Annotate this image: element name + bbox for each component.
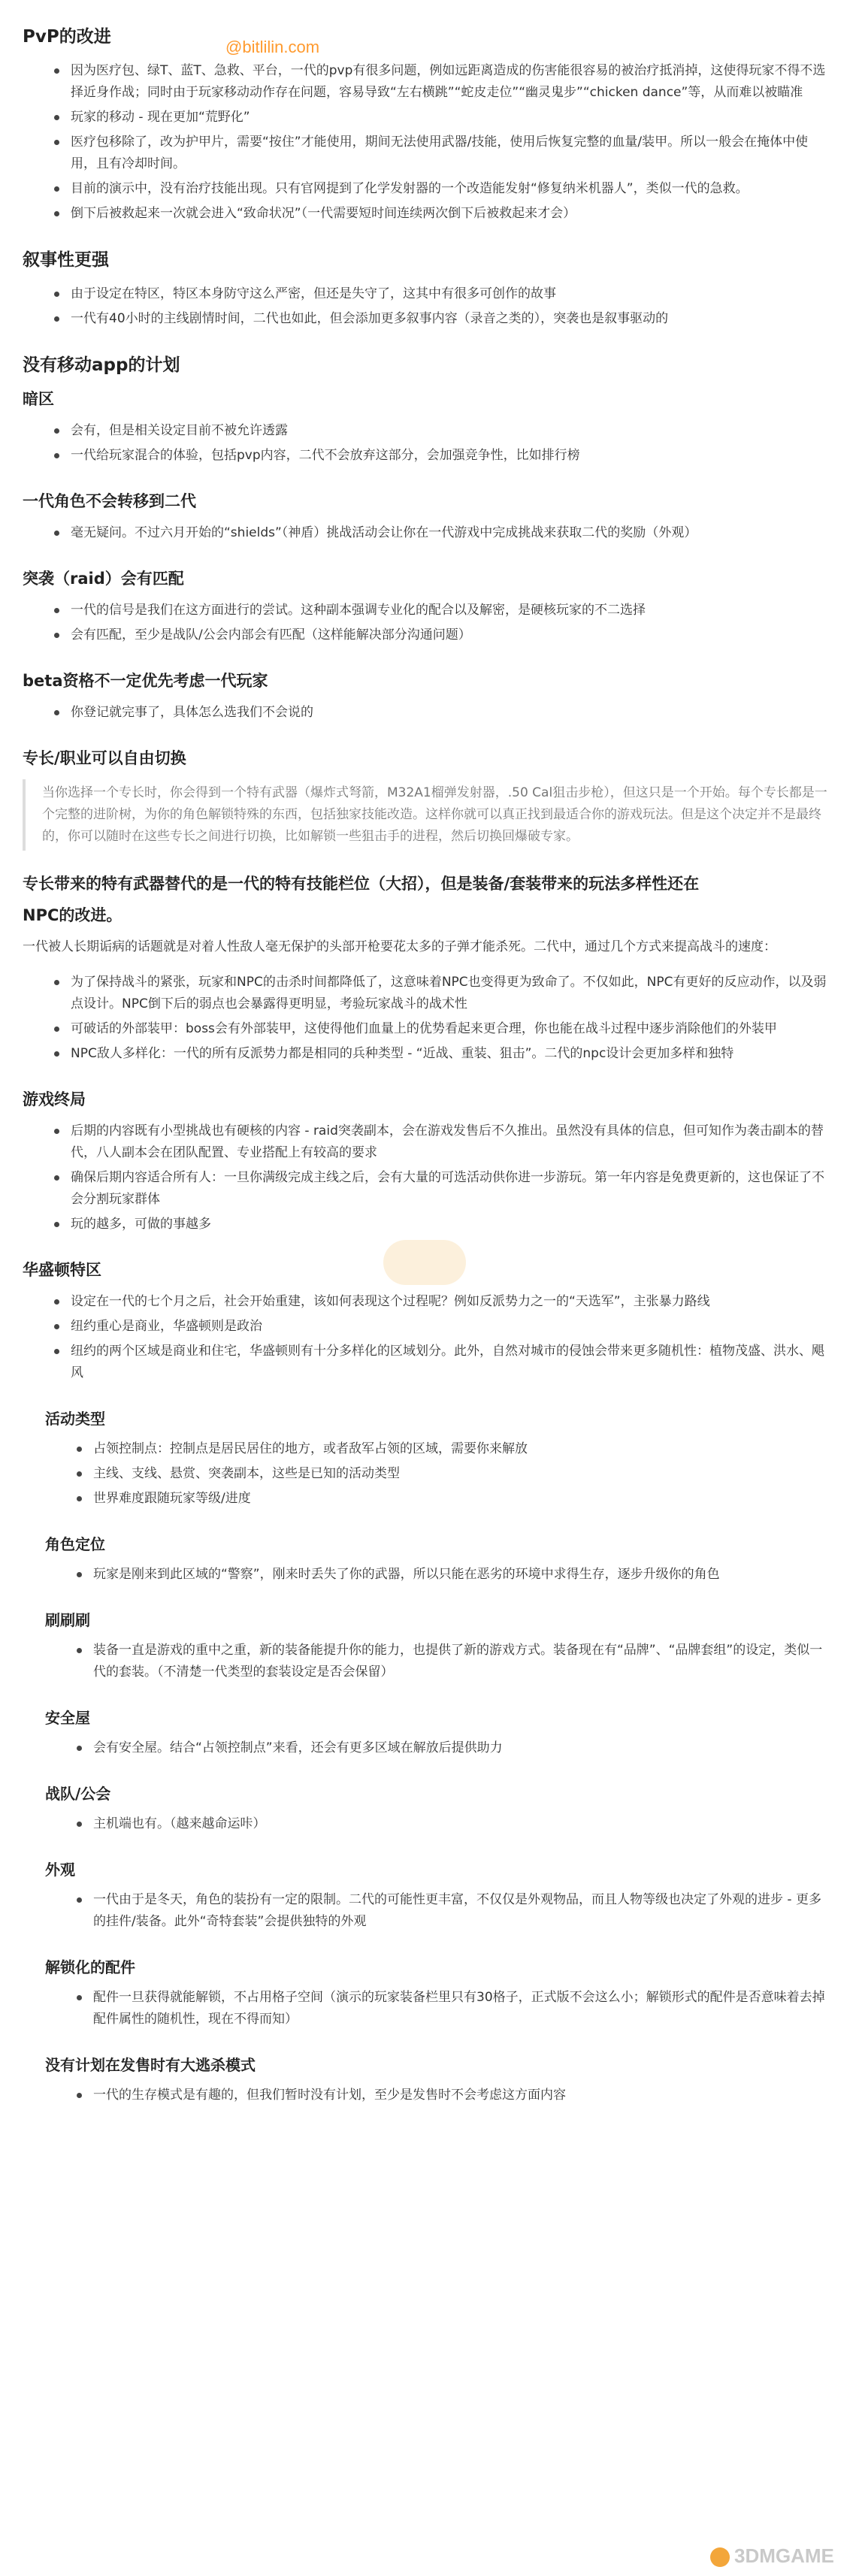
bullet-list: [77, 1889, 830, 1933]
subsection-title: 角色定位: [45, 1535, 105, 1553]
list-item: 由于设定在特区，特区本身防守这么严密，但还是失守了，这其中有很多可创作的故事: [54, 283, 830, 305]
section-raid: [23, 568, 830, 646]
list-item: 你登记就完事了，具体怎么选我们不会说的: [54, 702, 830, 724]
section-endgame: [23, 1089, 830, 1235]
list-item: 一代的信号是我们在这方面进行的尝试。这种副本强调专业化的配合以及解密，是硬核玩家的不二选择: [54, 600, 830, 621]
bullet-list: [54, 60, 830, 225]
site-logo: [710, 2544, 834, 2568]
intro-paragraph: 一代被人长期诟病的话题就是对着人性敌人毫无保护的头部开枪要花太多的子弹才能杀死。二代中，通过几个方式来提高战斗的速度：: [23, 939, 776, 954]
section-role: [23, 1534, 830, 1586]
bullet-list: [77, 1737, 830, 1759]
section-narrative: [23, 249, 830, 330]
site-logo-text: 3DMGAME: [734, 2544, 834, 2567]
bullet-list: [77, 2085, 830, 2106]
list-item: 一代给玩家混合的体验，包括pvp内容，二代不会放弃这部分，会加强竞争性，比如排行榜: [54, 445, 830, 467]
list-item: 装备一直是游戏的重中之重，新的装备能提升你的能力，也提供了新的游戏方式。装备现在有“品牌”、“品牌套组”的设定，类似一代的套装。（不清楚一代类型的套装设定是否会保留）: [77, 1640, 830, 1683]
section-spec: [23, 748, 830, 851]
list-item: 主线、支线、悬赏、突袭副本，这些是已知的活动类型: [77, 1463, 830, 1485]
list-item: 会有，但是相关设定目前不被允许透露: [54, 420, 830, 442]
subsection-title: 解锁化的配件: [45, 1958, 135, 1976]
section-title: PvP的改进: [23, 27, 111, 47]
subsection-title: 刷刷刷: [45, 1611, 90, 1629]
subsection-title: 突袭（raid）会有匹配: [23, 570, 184, 588]
bullet-list: [54, 283, 830, 330]
list-item: 配件一旦获得就能解锁，不占用格子空间（演示的玩家装备栏里只有30格子，正式版不会这么小；解锁形式的配件是否意味着去掉配件属性的随机性，现在不得而知）: [77, 1987, 830, 2030]
bullet-list: [54, 702, 830, 724]
bullet-list: [54, 600, 830, 646]
subsection-title: 没有计划在发售时有大逃杀模式: [45, 2056, 256, 2074]
bullet-list: [77, 1564, 830, 1586]
list-item: 后期的内容既有小型挑战也有硬核的内容 - raid突袭副本，会在游戏发售后不久推出。虽然没有具体的信息，但可知作为袭击副本的替代，八人副本会在团队配置、专业搭配上有较高的要求: [54, 1120, 830, 1164]
list-item: 设定在一代的七个月之后，社会开始重建，该如何表现这个过程呢？例如反派势力之一的“天选军”，主张暴力路线: [54, 1291, 830, 1313]
subsection-title: NPC的改进。: [23, 906, 123, 924]
section-safehouse: [23, 1707, 830, 1759]
list-item: 会有安全屋。结合“占领控制点”来看，还会有更多区域在解放后提供助力: [77, 1737, 830, 1759]
subsection-title: 暗区: [23, 390, 54, 408]
section-grind: [23, 1610, 830, 1683]
bullet-list: [54, 522, 830, 544]
list-item: 主机端也有。（越来越命运咔）: [77, 1813, 830, 1835]
list-item: 一代由于是冬天，角色的装扮有一定的限制。二代的可能性更丰富，不仅仅是外观物品，而且人物等级也决定了外观的进步 - 更多的挂件/装备。此外“奇特套装”会提供独特的外观: [77, 1889, 830, 1933]
list-item: 倒下后被救起来一次就会进入“致命状况”（一代需要短时间连续两次倒下后被救起来才会）: [54, 203, 830, 225]
list-item: 玩家是刚来到此区域的“警察”，刚来时丢失了你的武器，所以只能在恶劣的环境中求得生存，逐步升级你的角色: [77, 1564, 830, 1586]
section-beta: [23, 670, 830, 724]
bullet-list: [54, 420, 830, 467]
list-item: NPC敌人多样化：一代的所有反派势力都是相同的兵种类型 - “近战、重装、狙击”。二代的npc设计会更加多样和独特: [54, 1043, 830, 1065]
list-item: 一代有40小时的主线剧情时间，二代也如此，但会添加更多叙事内容（录音之类的），突袭也是叙事驱动的: [54, 308, 830, 330]
subsection-title: 游戏终局: [23, 1090, 86, 1108]
section-activity: [23, 1408, 830, 1510]
list-item: 医疗包移除了，改为护甲片，需要“按住”才能使用，期间无法使用武器/技能，使用后恢复完整的血量/装甲。所以一般会在掩体中使用，且有冷却时间。: [54, 132, 830, 175]
list-item: 玩家的移动 - 现在更加“荒野化”: [54, 107, 830, 128]
bullet-list: [54, 1291, 830, 1384]
list-item: 毫无疑问。不过六月开始的“shields”（神盾）挑战活动会让你在一代游戏中完成挑战来获取二代的奖励（外观）: [54, 522, 830, 544]
list-item: 世界难度跟随玩家等级/进度: [77, 1488, 830, 1510]
list-item: 纽约重心是商业，华盛顿则是政治: [54, 1316, 830, 1338]
subsection-title: 一代角色不会转移到二代: [23, 492, 196, 510]
list-item: 因为医疗包、绿T、蓝T、急救、平台，一代的pvp有很多问题，例如远距离造成的伤害能很容易的被治疗抵消掉，这使得玩家不得不选择近身作战；同时由于玩家移动动作存在问题，容易导致“左右横跳”“蛇皮走位”“幽灵鬼步”“chicken dance”等，从而难以被瞄准: [54, 60, 830, 104]
bullet-list: [77, 1438, 830, 1510]
list-item: 会有匹配，至少是战队/公会内部会有匹配（这样能解决部分沟通问题）: [54, 624, 830, 646]
bullet-list: [54, 1120, 830, 1235]
list-item: 一代的生存模式是有趣的，但我们暂时没有计划，至少是发售时不会考虑这方面内容: [77, 2085, 830, 2106]
section-battle-royale: [23, 2054, 830, 2106]
section-no-transfer: [23, 491, 830, 544]
logo-icon: [710, 2547, 730, 2567]
section-npc: [23, 905, 830, 1065]
center-watermark-stamp: [383, 1240, 466, 1285]
list-item: 确保后期内容适合所有人：一旦你满级完成主线之后，会有大量的可选活动供你进一步游玩。第一年内容是免费更新的，这也保证了不会分割玩家群体: [54, 1167, 830, 1211]
section-clan: [23, 1783, 830, 1835]
list-item: 纽约的两个区域是商业和住宅，华盛顿则有十分多样化的区域划分。此外，自然对城市的侵蚀会带来更多随机性：植物茂盛、洪水、飓风: [54, 1341, 830, 1384]
bullet-list: [77, 1813, 830, 1835]
list-item: 目前的演示中，没有治疗技能出现。只有官网提到了化学发射器的一个改造能发射“修复纳米机器人”，类似一代的急救。: [54, 178, 830, 200]
subsection-title: 安全屋: [45, 1709, 90, 1727]
section-unlock: [23, 1957, 830, 2030]
subsection-title: 活动类型: [45, 1410, 105, 1428]
section-appearance: [23, 1859, 830, 1933]
section-title: 没有移动app的计划: [23, 355, 180, 375]
bullet-list: [77, 1640, 830, 1683]
subsection-title: beta资格不一定优先考虑一代玩家: [23, 672, 268, 690]
bullet-list: [54, 972, 830, 1065]
subsection-title: 华盛顿特区: [23, 1261, 101, 1279]
bullet-list: [77, 1987, 830, 2030]
subsection-title: 专长带来的特有武器替代的是一代的特有技能栏位（大招），但是装备/套装带来的玩法多样性还在: [23, 875, 700, 893]
list-item: 占领控制点：控制点是居民居住的地方，或者敌军占领的区域，需要你来解放: [77, 1438, 830, 1460]
subsection-title: 专长/职业可以自由切换: [23, 749, 186, 767]
list-item: 可破话的外部装甲：boss会有外部装甲，这使得他们血量上的优势看起来更合理，你也能在战斗过程中逐步消除他们的外装甲: [54, 1018, 830, 1040]
subsection-title: 战队/公会: [45, 1785, 111, 1803]
list-item: 玩的越多，可做的事越多: [54, 1214, 830, 1235]
section-pvp: [23, 26, 830, 225]
subsection-title: 外观: [45, 1861, 75, 1879]
list-item: 为了保持战斗的紧张，玩家和NPC的击杀时间都降低了，这意味着NPC也变得更为致命了。不仅如此，NPC有更好的反应动作，以及弱点设计。NPC倒下后的弱点也会暴露得更明显，考验玩家战斗的战术性: [54, 972, 830, 1015]
section-title: 叙事性更强: [23, 250, 109, 270]
section-dark-zone: [23, 389, 830, 467]
quote-block: 当你选择一个专长时，你会得到一个特有武器（爆炸式弩箭，M32A1榴弹发射器，.50 Cal狙击步枪），但这只是一个开始。每个专长都是一个完整的进阶树，为你的角色解锁特殊的东西，包括独家技能改造。这样你就可以真正找到最适合你的游戏玩法。但是这个决定并不是最终的，你可以随时在这些专长之间进行切换，比如解锁一些狙击手的进程，然后切换回爆破专家。: [23, 779, 830, 851]
watermark-top: @bitlilin.com: [225, 38, 320, 56]
